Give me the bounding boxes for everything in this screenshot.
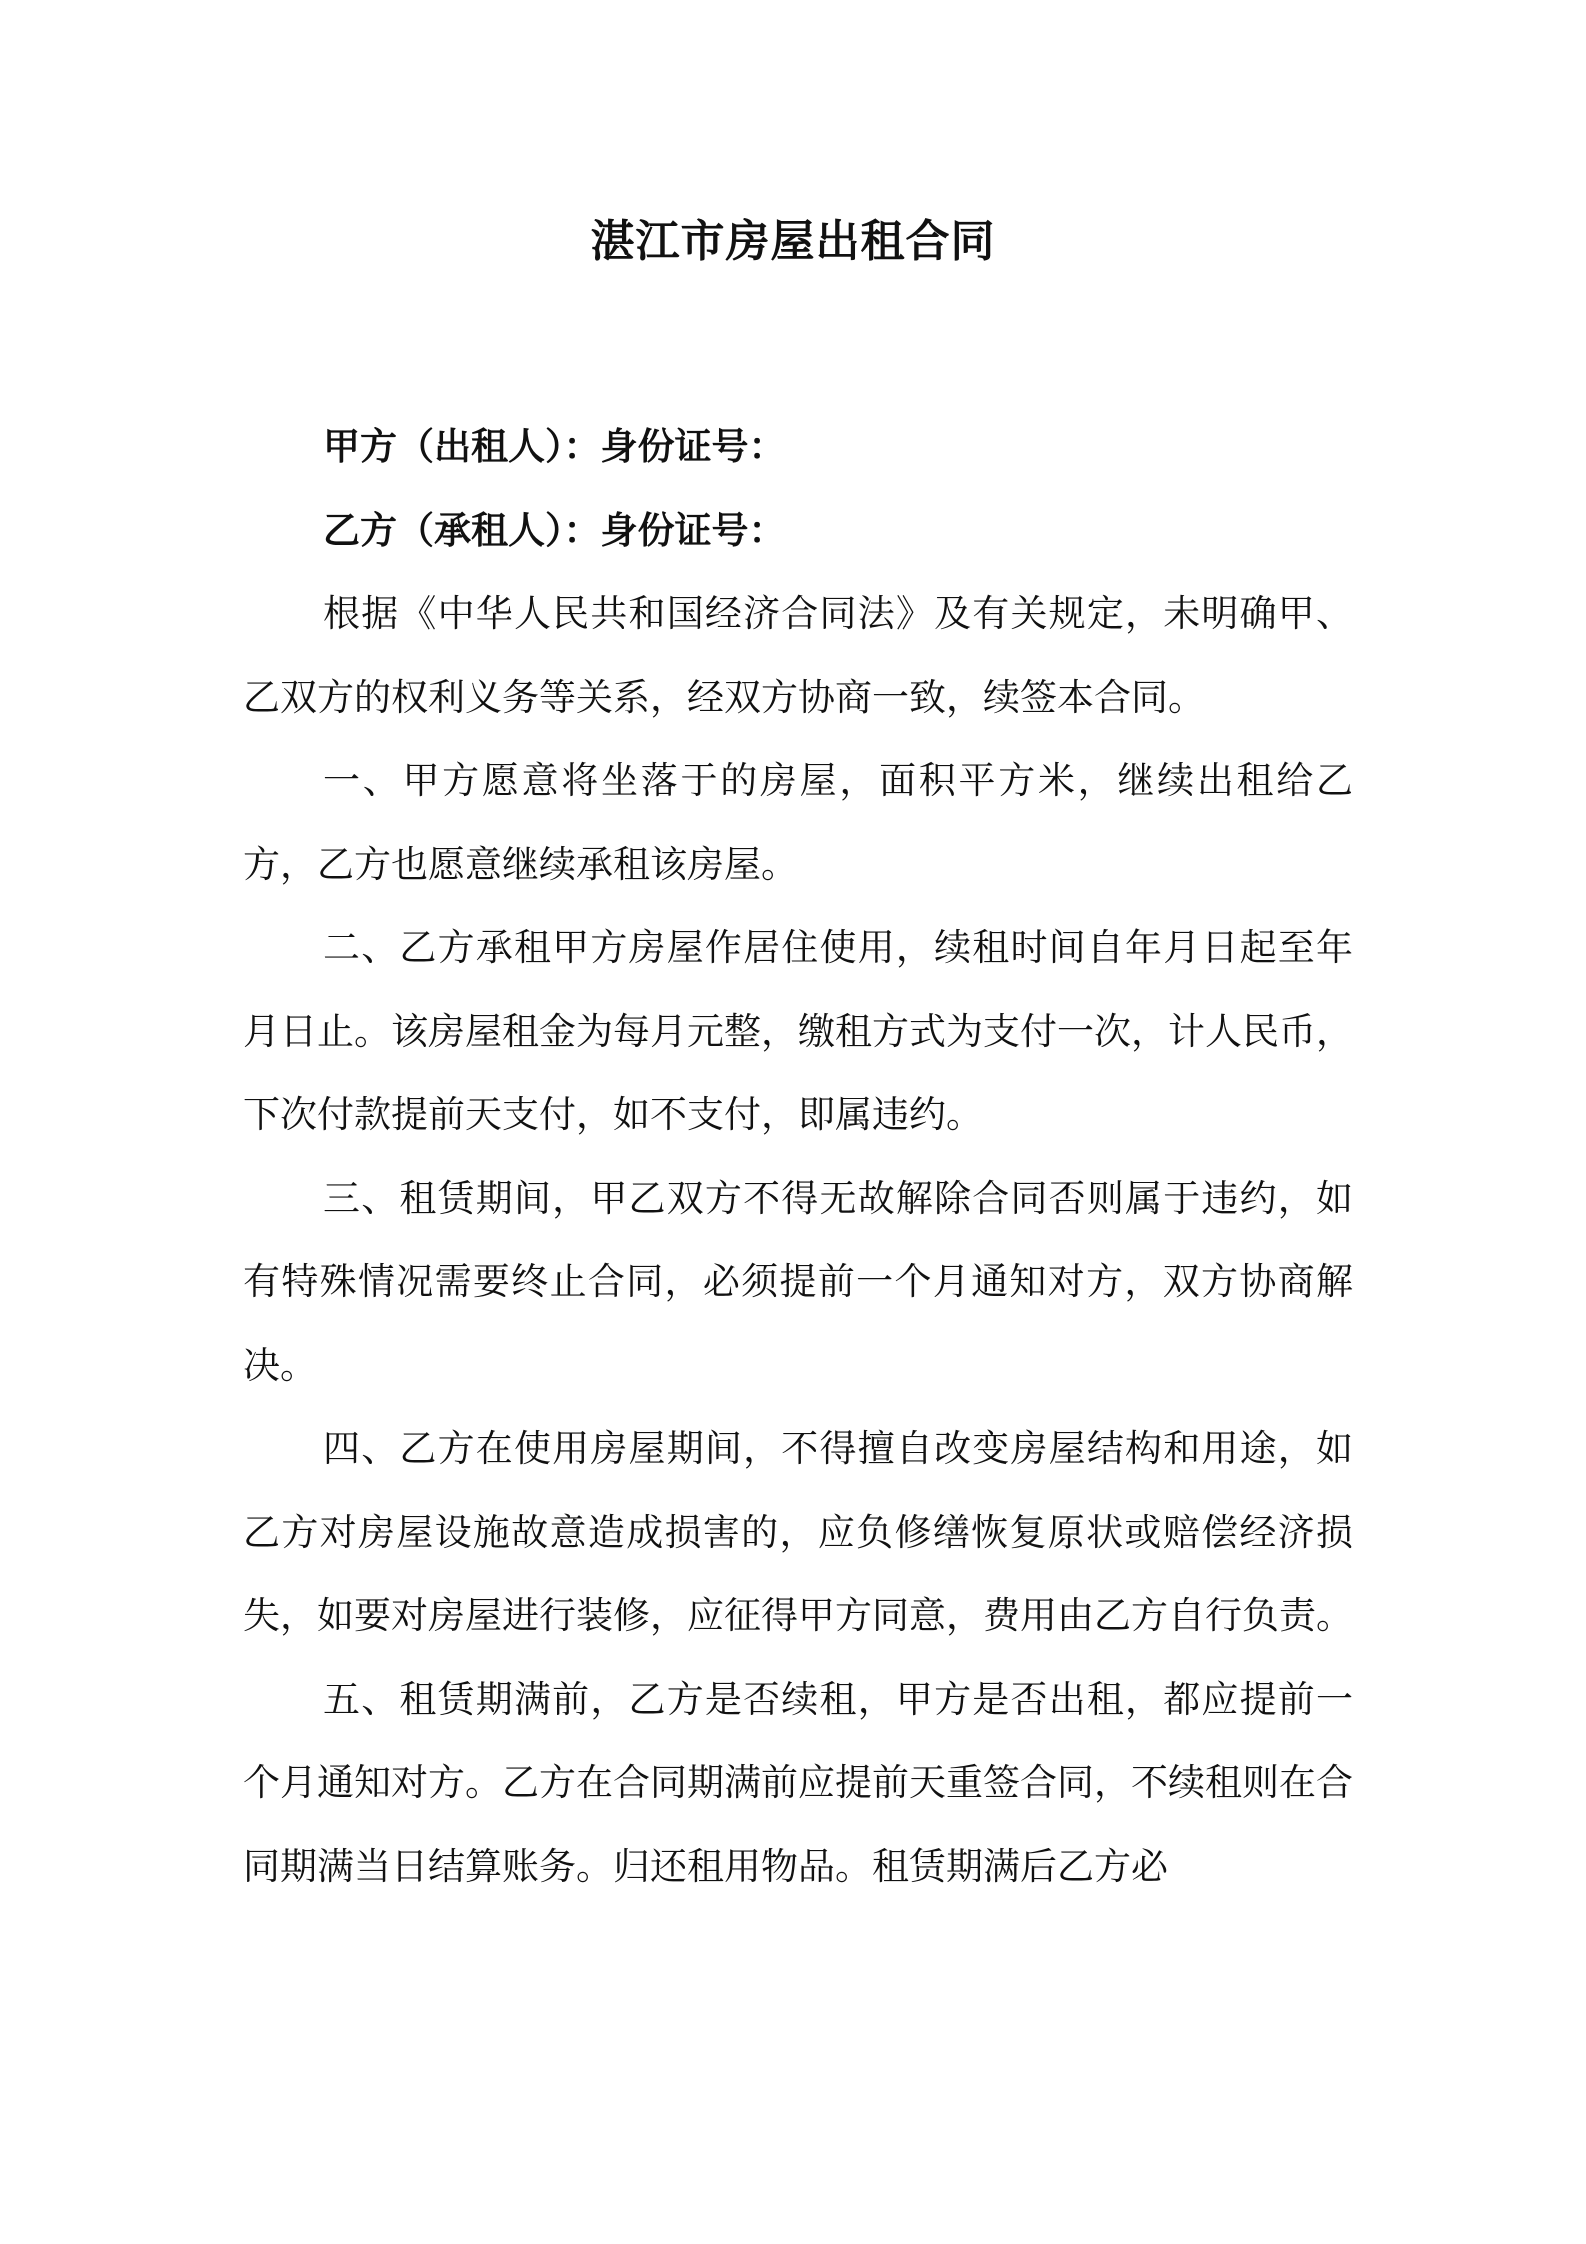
paragraph-clause-4: 四、乙方在使用房屋期间，不得擅自改变房屋结构和用途，如乙方对房屋设施故意造成损害的，应负修缮恢复原状或赔偿经济损失，如要对房屋进行装修，应征得甲方同意，费用由乙方自行负责。	[243, 1427, 1353, 1637]
paragraph-preamble: 根据《中华人民共和国经济合同法》及有关规定，未明确甲、乙双方的权利义务等关系，经双方协商一致，续签本合同。	[243, 592, 1353, 719]
paragraph-clause-5: 五、租赁期满前，乙方是否续租，甲方是否出租，都应提前一个月通知对方。乙方在合同期满前应提前天重签合同，不续租则在合同期满当日结算账务。归还租用物品。租赁期满后乙方必	[243, 1677, 1353, 1888]
document-title: 湛江市房屋出租合同	[590, 216, 996, 267]
party-a-line: 甲方（出租人）：身份证号：	[323, 425, 786, 468]
paragraph-clause-3: 三、租赁期间，甲乙双方不得无故解除合同否则属于违约，如有特殊情况需要终止合同，必须提前一个月通知对方，双方协商解决。	[243, 1176, 1353, 1387]
paragraph-clause-2: 二、乙方承租甲方房屋作居住使用，续租时间自年月日起至年月日止。该房屋租金为每月元整，缴租方式为支付一次，计人民币，下次付款提前天支付，如不支付，即属违约。	[243, 926, 1353, 1136]
party-b-line: 乙方（承租人）：身份证号：	[323, 508, 786, 552]
paragraph-clause-1: 一、甲方愿意将坐落于的房屋，面积平方米，继续出租给乙方，乙方也愿意继续承租该房屋。	[243, 759, 1353, 886]
contract-body	[243, 405, 1353, 1908]
